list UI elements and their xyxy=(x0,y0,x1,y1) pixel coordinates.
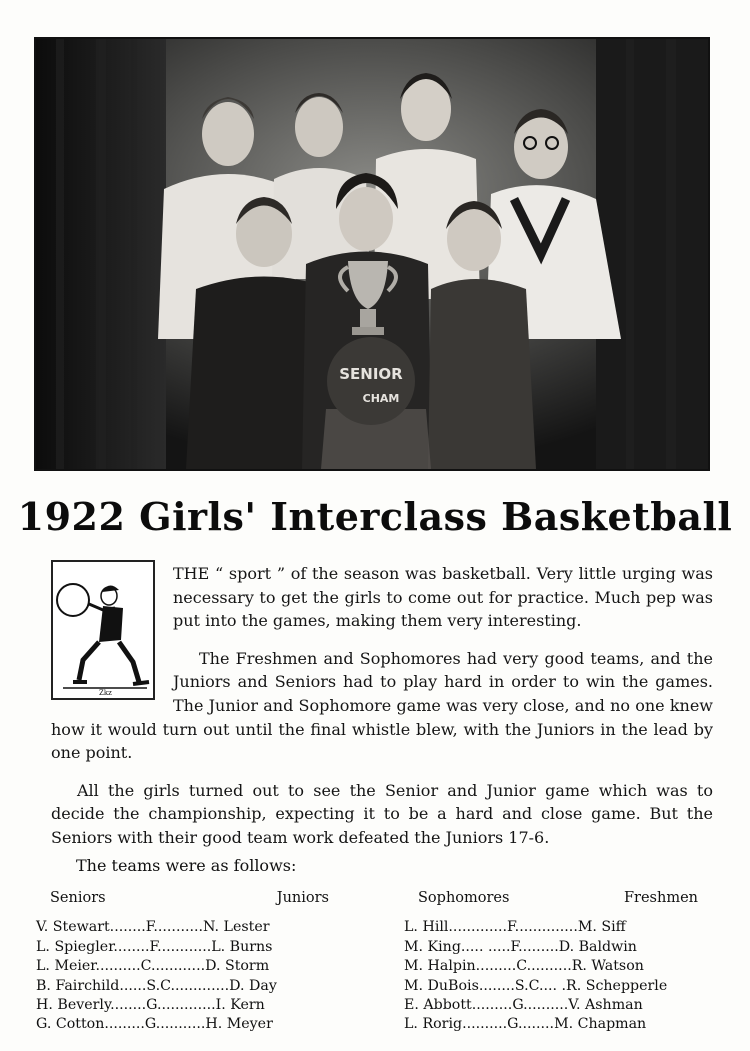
roster-row: V. Stewart........F...........N. Lester xyxy=(36,919,270,936)
paragraph-3: All the girls turned out to see the Senior and Junior game which was to decide the championship, expecting it to be a hard and close game. But the Seniors with their good team work defeated the Juniors 17-6. xyxy=(51,780,713,847)
roster-row: E. Abbott.........G..........V. Ashman xyxy=(404,997,643,1014)
roster-row: L. Spiegler........F............L. Burns xyxy=(36,938,273,955)
ball-text-line-1: SENIOR xyxy=(339,365,403,383)
roster-row: L. Hill.............F..............M. Siff xyxy=(404,919,626,936)
paragraph-1: THE “ sport ” of the season was basketball. Very little urging was necessary to get the girls to come out for practice. Much pep was put into the games, making them very interesting. xyxy=(173,564,713,631)
roster-row: L. Rorig..........G........M. Chapman xyxy=(404,1016,647,1033)
roster-header-sophomores: Sophomores xyxy=(418,890,510,906)
roster-row: M. Halpin.........C..........R. Watson xyxy=(404,958,644,975)
roster-row: M. DuBois........S.C.... .R. Schepperle xyxy=(404,977,668,994)
article-body xyxy=(51,562,713,864)
roster-row: H. Beverly........G.............I. Kern xyxy=(36,997,265,1014)
roster-row: L. Meier..........C............D. Storm xyxy=(36,958,270,975)
roster-header-freshmen: Freshmen xyxy=(623,890,698,906)
ball-text-line-2: CHAM xyxy=(362,392,400,405)
roster-row: M. King..... .....F.........D. Baldwin xyxy=(404,938,637,955)
roster-header-juniors: Juniors xyxy=(276,890,329,906)
page-title: 1922 Girls' Interclass Basketball xyxy=(17,494,733,539)
team-photo xyxy=(34,37,710,471)
roster-seniors-juniors xyxy=(36,889,344,1035)
team-photo-image xyxy=(36,39,708,469)
roster-row: G. Cotton.........G...........H. Meyer xyxy=(36,1016,273,1033)
teams-intro: The teams were as follows: xyxy=(76,856,297,875)
roster-header xyxy=(404,889,712,908)
roster-row: B. Fairchild......S.C.............D. Day xyxy=(36,977,277,994)
roster-header-seniors: Seniors xyxy=(50,890,106,906)
roster-sophomores-freshmen xyxy=(404,889,712,1035)
paragraph-2: The Freshmen and Sophomores had very good teams, and the Juniors and Seniors had to play hard in order to win the games. The Junior and Sophomore game was very close, and no one knew how it would turn out until the final whistle blew, with the Juniors in the lead by one point. xyxy=(51,648,713,763)
cartoon-signature: Zkz xyxy=(99,689,112,697)
roster-header xyxy=(36,889,344,908)
